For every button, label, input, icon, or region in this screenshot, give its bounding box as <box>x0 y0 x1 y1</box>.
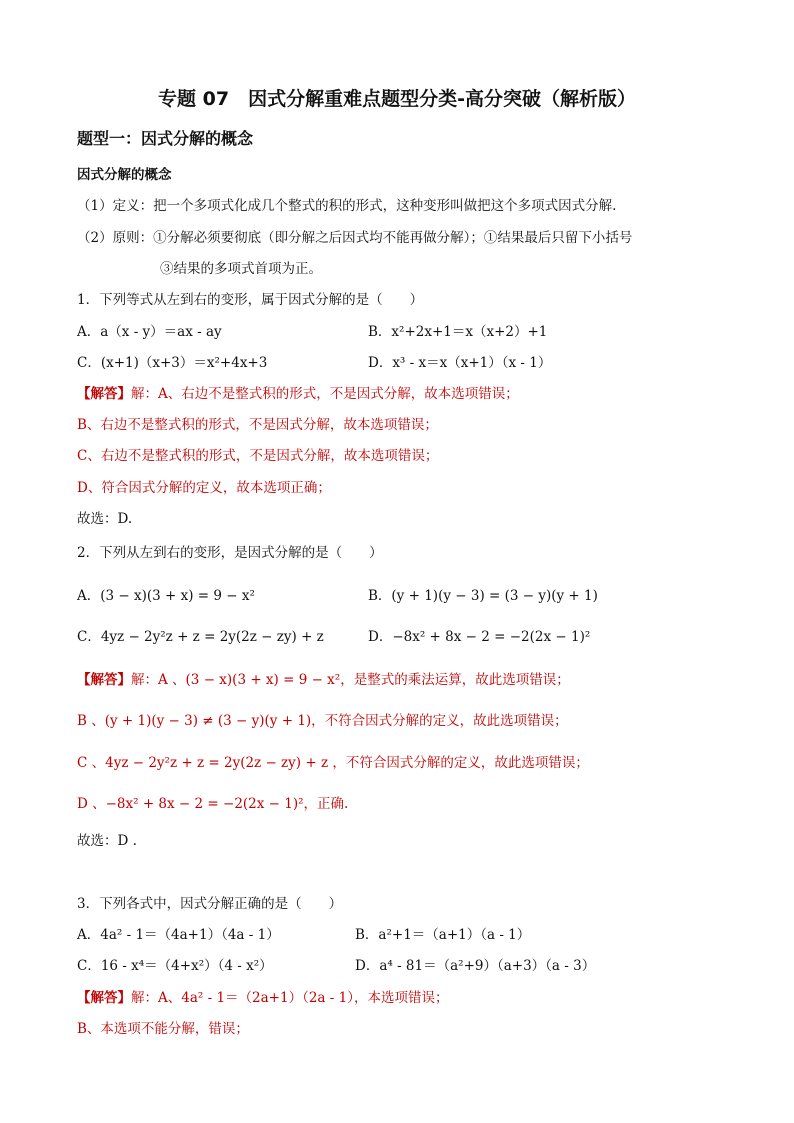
subheading: 因式分解的概念 <box>77 167 172 183</box>
q3-option-a: A．4a² - 1＝（4a+1）（4a - 1） <box>77 927 280 943</box>
q3-solution-line-1: 【解答】解：A、4a² - 1＝（2a+1）（2a - 1），本选项错误； <box>77 990 449 1006</box>
answer-tag: 【解答】 <box>77 990 131 1006</box>
answer-tag: 【解答】 <box>77 386 131 402</box>
principle-line-1: （2）原则：①分解必须要彻底（即分解之后因式均不能再做分解）；①结果最后只留下小括号 <box>77 230 633 246</box>
q2-stem: 2．下列从左到右的变形，是因式分解的是（ ） <box>77 545 383 561</box>
q2-solution-line-2: B 、(y + 1)(y − 3) ≠ (3 − y)(y + 1)，不符合因式分解的定义，故此选项错误； <box>77 713 568 729</box>
q2-choice: 故选：D . <box>77 833 137 849</box>
q3-option-d: D．a⁴ - 81＝（a²+9）（a+3）（a - 3） <box>355 958 596 974</box>
q2-option-a: A．(3 − x)(3 + x) = 9 − x² <box>77 588 255 604</box>
q1-option-d: D．x³ - x＝x（x+1）（x - 1） <box>368 355 552 371</box>
q1-option-b: B．x²+2x+1＝x（x+2）+1 <box>368 324 548 340</box>
principle-line-2: ③结果的多项式首项为正。 <box>160 261 322 277</box>
q1-option-a: A．a（x - y）＝ax - ay <box>77 324 222 340</box>
q1-solution-line-4: D、符合因式分解的定义，故本选项正确； <box>77 480 331 496</box>
q1-solution-line-2: B、右边不是整式积的形式，不是因式分解，故本选项错误； <box>77 417 438 433</box>
q1-solution-line-1: 【解答】解：A、右边不是整式积的形式，不是因式分解，故本选项错误； <box>77 386 519 402</box>
q1-solution-line-3: C、右边不是整式积的形式，不是因式分解，故本选项错误； <box>77 448 439 464</box>
q3-option-c: C．16 - x⁴＝（4+x²）（4 - x²） <box>77 958 273 974</box>
section-heading: 题型一：因式分解的概念 <box>77 129 254 148</box>
q1-stem: 1．下列等式从左到右的变形，属于因式分解的是（ ） <box>77 292 424 308</box>
q1-choice: 故选：D. <box>77 511 133 527</box>
q2-option-d: D．−8x² + 8x − 2 = −2(2x − 1)² <box>368 629 591 645</box>
q2-option-c: C．4yz − 2y²z + z = 2y(2z − zy) + z <box>77 629 324 645</box>
q2-solution-line-1: 【解答】解：A 、(3 − x)(3 + x) = 9 − x²，是整式的乘法运算，故此选项错误； <box>77 672 570 688</box>
q1-option-c: C．(x+1)（x+3）＝x²+4x+3 <box>77 355 268 371</box>
q2-solution-line-3: C 、4yz − 2y²z + z = 2y(2z − zy) + z ，不符合因式分解的定义，故此选项错误； <box>77 755 589 771</box>
answer-tag: 【解答】 <box>77 672 131 688</box>
q2-solution-line-4: D 、−8x² + 8x − 2 = −2(2x − 1)²，正确. <box>77 796 349 812</box>
q3-stem: 3．下列各式中，因式分解正确的是（ ） <box>77 896 343 912</box>
page-title: 专题 07 因式分解重难点题型分类-高分突破（解析版） <box>158 88 636 110</box>
q2-option-b: B．(y + 1)(y − 3) = (3 − y)(y + 1) <box>368 588 598 604</box>
q3-option-b: B．a²+1＝（a+1）（a - 1） <box>355 927 531 943</box>
q3-solution-line-2: B、本选项不能分解，错误； <box>77 1021 249 1037</box>
definition-text: （1）定义：把一个多项式化成几个整式的积的形式，这种变形叫做把这个多项式因式分解. <box>77 198 617 214</box>
